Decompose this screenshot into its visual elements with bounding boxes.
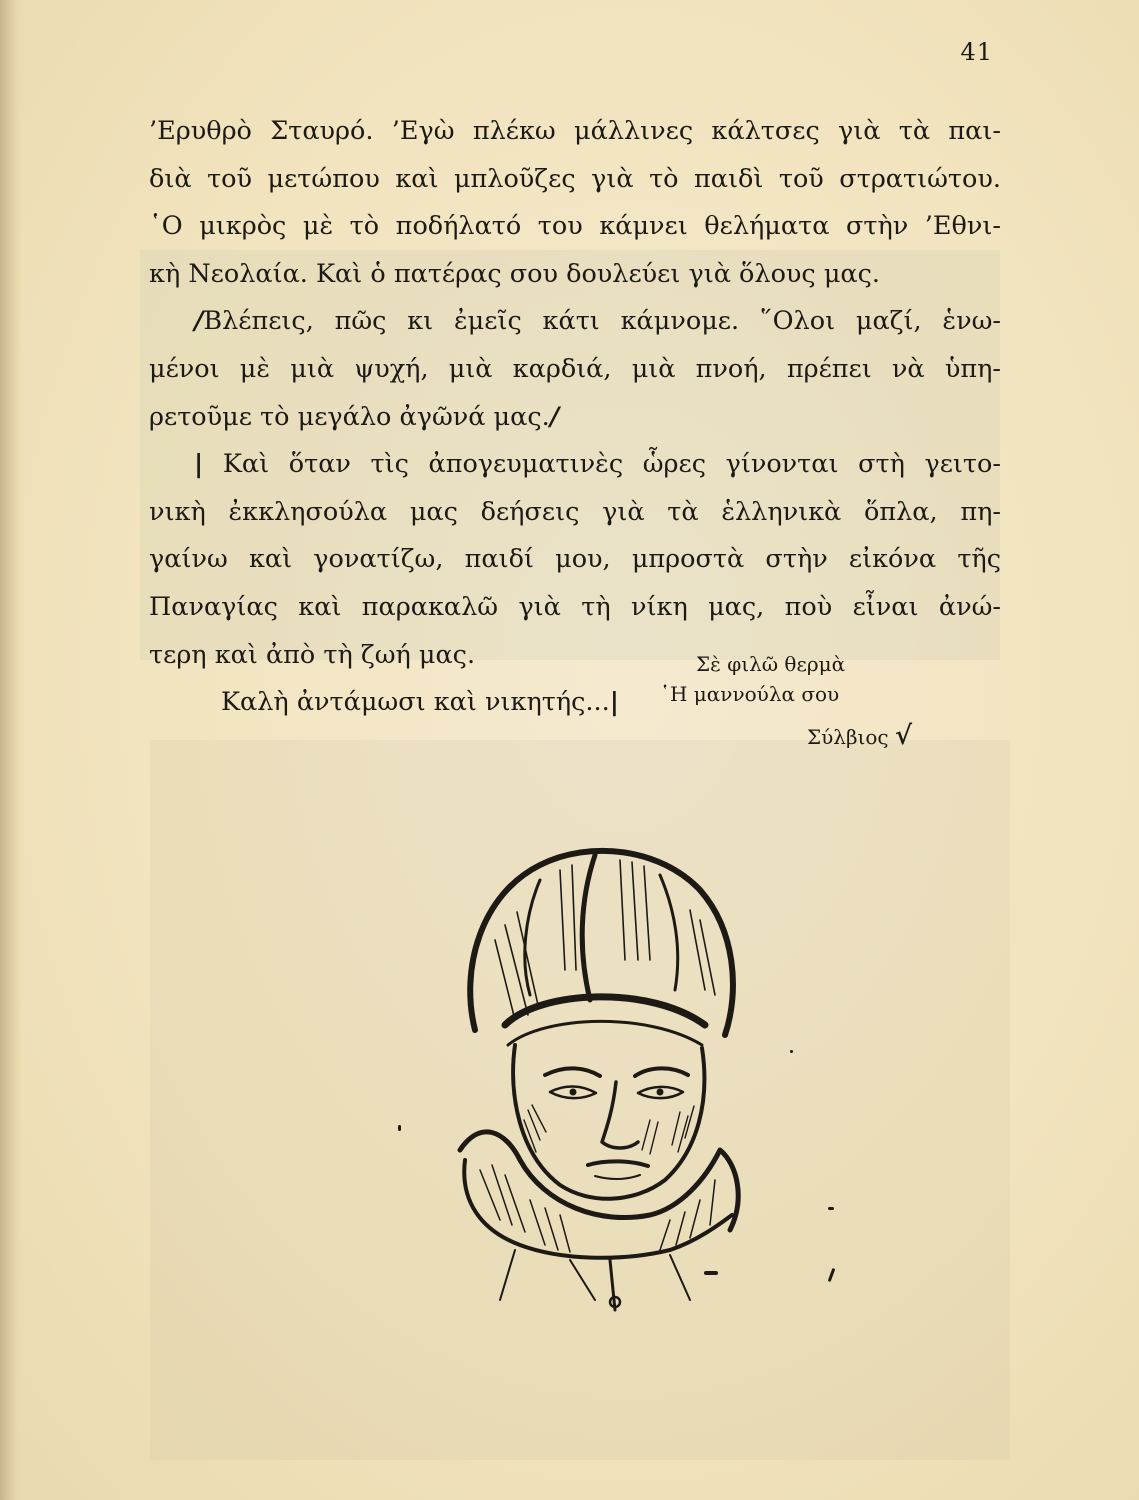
signoff-name xyxy=(807,721,912,751)
editor-check-mark: √ xyxy=(894,721,913,751)
text-line: ’Ερυθρὸ Σταυρό. ’Εγὼ πλέκω μάλλινες κάλτσες γιὰ τὰ παι- xyxy=(149,116,1001,146)
text-line xyxy=(149,394,1001,442)
signoff-name-text: Σύλβιος xyxy=(807,725,889,749)
editor-bar-mark: | xyxy=(194,449,204,480)
text-line xyxy=(149,441,1001,489)
ink-fleck xyxy=(704,1271,718,1275)
signoff-from: ῾Η μαννούλα σου xyxy=(660,682,840,706)
text-line xyxy=(149,298,1001,346)
text-line: Παναγίας καὶ παρακαλῶ γιὰ τὴ νίκη μας, ποὺ εἶναι ἀνώ- xyxy=(149,591,1001,622)
text-line: διὰ τοῦ μετώπου καὶ μπλοῦζες γιὰ τὸ παιδὶ τοῦ στρατιώτου. xyxy=(149,163,1001,194)
ink-fleck xyxy=(398,1125,401,1131)
signoff-greeting: Σὲ φιλῶ θερμὰ xyxy=(696,652,846,676)
page-number: 41 xyxy=(960,38,993,66)
text-line: κὴ Νεολαία. Καὶ ὁ πατέρας σου δουλεύει γιὰ ὅλους μας. xyxy=(149,258,880,289)
text-line xyxy=(149,679,1001,727)
ink-fleck xyxy=(790,1050,793,1053)
text-line-content: Βλέπεις, πῶς κι ἐμεῖς κάτι κάμνομε. ῞Ολοι μαζί, ἑνω- xyxy=(203,306,1001,337)
text-line-content: ρετοῦμε τὸ μεγάλο ἀγῶνά μας. xyxy=(149,401,550,432)
hooded-soldier-portrait-icon xyxy=(420,820,760,1320)
text-line: τερη καὶ ἀπὸ τὴ ζωή μας. xyxy=(149,639,476,670)
editor-slash-mark: / xyxy=(194,306,204,337)
text-line-content: Καλὴ ἀντάμωσι καὶ νικητής... xyxy=(221,687,610,718)
letter-body xyxy=(149,108,1001,727)
page-gutter-shadow xyxy=(0,0,22,1500)
text-line: νικὴ ἐκκλησούλα μας δεήσεις γιὰ τὰ ἑλληνικὰ ὅπλα, πη- xyxy=(149,496,1001,527)
text-line: μένοι μὲ μιὰ ψυχή, μιὰ καρδιά, μιὰ πνοή, πρέπει νὰ ὑπη- xyxy=(149,353,1001,384)
text-line: ῾Ο μικρὸς μὲ τὸ ποδήλατό του κάμνει θελήματα στὴν ’Εθνι- xyxy=(149,211,1001,242)
text-line-content: Καὶ ὅταν τὶς ἀπογευματινὲς ὧρες γίνονται στὴ γειτο- xyxy=(222,449,1001,480)
editor-bar-mark: | xyxy=(609,687,619,718)
ink-fleck xyxy=(828,1207,834,1210)
editor-slash-mark: / xyxy=(549,401,560,432)
text-line: γαίνω καὶ γονατίζω, παιδί μου, μπροστὰ στὴν εἰκόνα τῆς xyxy=(149,544,1001,575)
